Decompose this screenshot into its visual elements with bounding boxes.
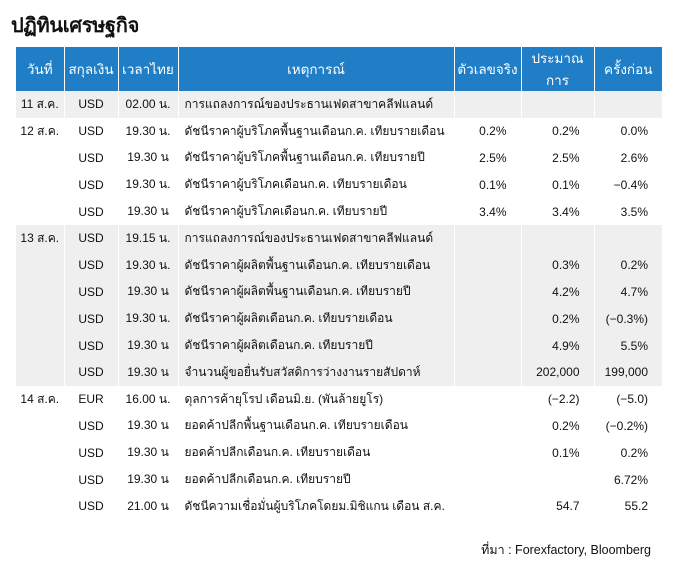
cell-actual [454,439,521,466]
cell-currency: USD [64,305,118,332]
table-row [16,413,662,440]
cell-previous: 3.5% [620,204,648,219]
cell-actual [454,386,521,413]
table-row [16,198,662,225]
cell-forecast: 202,000 [521,359,594,386]
cell-time: 19.30 น [118,466,178,493]
source-note: ที่มา : Forexfactory, Bloomberg [481,543,651,557]
cell-actual [454,359,521,386]
cell-currency: USD [64,171,118,198]
table-row [16,439,662,466]
cell-date [16,439,64,466]
table-row [16,118,662,145]
header-actual: ตัวเลขจริง [454,47,521,91]
cell-time: 02.00 น. [118,91,178,118]
cell-date [16,332,64,359]
cell-date: 11 ส.ค. [16,91,64,118]
header-date: วันที่ [16,47,64,91]
cell-date: 12 ส.ค. [16,118,64,145]
table-row [16,332,662,359]
cell-forecast: 0.1% [521,439,594,466]
cell-actual [454,305,521,332]
cell-forecast: (−2.2) [521,386,594,413]
cell-time: 19.30 น [118,279,178,306]
cell-event: ยอดค้าปลีกเดือนก.ค. เทียบรายเดือน [178,439,454,466]
cell-previous: (−0.3%) [594,305,662,332]
cell-event: การแถลงการณ์ของประธานเฟดสาขาคลีฟแลนด์ [178,225,454,252]
cell-currency: USD [64,145,118,172]
cell-forecast [521,225,594,252]
cell-event: ดัชนีราคาผู้ผลิตเดือนก.ค. เทียบรายปี [178,332,454,359]
cell-time: 19.30 น [118,198,178,225]
header-row [16,47,662,91]
cell-forecast: 0.1% [521,171,594,198]
table-row [16,305,662,332]
cell-date [16,466,64,493]
cell-date [16,145,64,172]
cell-event: ดัชนีราคาผู้ผลิตพื้นฐานเดือนก.ค. เทียบรายปี [178,279,454,306]
cell-forecast [521,466,594,493]
cell-previous: 0.2% [594,252,662,279]
table-row [16,279,662,306]
cell-currency: USD [64,198,118,225]
cell-event: ยอดค้าปลีกเดือนก.ค. เทียบรายปี [178,466,454,493]
table-body [16,91,662,520]
cell-actual [454,225,521,252]
cell-time: 16.00 น. [118,386,178,413]
cell-actual [454,279,521,306]
cell-time: 19.15 น. [118,225,178,252]
cell-actual: 0.2% [454,118,521,145]
cell-previous: (−0.2%) [605,418,648,433]
cell-time: 19.30 น. [118,305,178,332]
cell-currency: USD [64,332,118,359]
cell-previous: 5.5% [594,332,662,359]
page-title: ปฏิทินเศรษฐกิจ [11,15,139,37]
cell-currency: EUR [64,386,118,413]
cell-forecast: 0.2% [521,305,594,332]
cell-actual [454,493,521,520]
cell-previous: 0.2% [620,445,648,460]
header-time: เวลาไทย [118,47,178,91]
cell-previous: −0.4% [613,177,648,192]
cell-previous: 199,000 [594,359,662,386]
cell-time: 19.30 น [118,439,178,466]
cell-previous: (−5.0) [616,392,648,407]
cell-currency: USD [64,493,118,520]
cell-forecast: 2.5% [521,145,594,172]
cell-time: 19.30 น [118,145,178,172]
cell-currency: USD [64,225,118,252]
cell-currency: USD [64,439,118,466]
cell-forecast: 54.7 [521,493,594,520]
cell-previous: 4.7% [594,279,662,306]
cell-event: ยอดค้าปลีกพื้นฐานเดือนก.ค. เทียบรายเดือน [178,413,454,440]
cell-actual [454,252,521,279]
cell-actual: 0.1% [454,171,521,198]
cell-date: 14 ส.ค. [16,386,64,413]
cell-forecast: 3.4% [521,198,594,225]
cell-forecast [521,91,594,118]
cell-currency: USD [64,252,118,279]
cell-date: 13 ส.ค. [16,225,64,252]
cell-time: 19.30 น [118,332,178,359]
cell-actual [454,466,521,493]
cell-time: 19.30 น. [118,118,178,145]
cell-date [16,493,64,520]
cell-event: ดัชนีราคาผู้ผลิตพื้นฐานเดือนก.ค. เทียบรายเดือน [178,252,454,279]
header-event: เหตุการณ์ [178,47,454,91]
cell-date [16,171,64,198]
cell-event: ดัชนีความเชื่อมั่นผู้บริโภคโดยม.มิชิแกน เดือน ส.ค. [178,493,454,520]
cell-previous: 55.2 [624,499,648,514]
table-row [16,466,662,493]
table-row [16,252,662,279]
header-previous: ครั้งก่อน [594,47,662,91]
cell-date [16,279,64,306]
cell-currency: USD [64,91,118,118]
header-currency: สกุลเงิน [64,47,118,91]
cell-date [16,413,64,440]
cell-forecast: 0.2% [521,413,594,440]
cell-currency: USD [64,466,118,493]
cell-currency: USD [64,279,118,306]
cell-previous [594,91,662,118]
cell-forecast: 0.3% [521,252,594,279]
cell-event: จำนวนผู้ขอยื่นรับสวัสดิการว่างงานรายสัปดาห์ [178,359,454,386]
cell-actual [454,332,521,359]
cell-forecast: 0.2% [521,118,594,145]
cell-event: การแถลงการณ์ของประธานเฟดสาขาคลีฟแลนด์ [178,91,454,118]
table-row [16,145,662,172]
table-row [16,225,662,252]
cell-previous: 2.6% [620,150,648,165]
cell-event: ดัชนีราคาผู้ผลิตเดือนก.ค. เทียบรายเดือน [178,305,454,332]
cell-date [16,359,64,386]
cell-actual: 2.5% [454,145,521,172]
cell-forecast: 4.9% [521,332,594,359]
cell-time: 19.30 น. [118,252,178,279]
cell-time: 19.30 น [118,359,178,386]
cell-date [16,252,64,279]
cell-event: ดัชนีราคาผู้บริโภคพื้นฐานเดือนก.ค. เทียบรายเดือน [178,118,454,145]
cell-event: ดัชนีราคาผู้บริโภคเดือนก.ค. เทียบรายเดือน [178,171,454,198]
cell-currency: USD [64,359,118,386]
cell-event: ดัชนีราคาผู้บริโภคพื้นฐานเดือนก.ค. เทียบรายปี [178,145,454,172]
cell-currency: USD [64,413,118,440]
cell-time: 19.30 น [118,413,178,440]
cell-event: ดุลการค้ายุโรป เดือนมิ.ย. (พันล้ายยูโร) [178,386,454,413]
table-row [16,171,662,198]
cell-time: 19.30 น. [118,171,178,198]
cell-date [16,305,64,332]
table-row [16,91,662,118]
cell-time: 21.00 น [118,493,178,520]
table-row [16,386,662,413]
cell-previous: 0.0% [620,124,648,139]
table-row [16,359,662,386]
cell-previous [594,225,662,252]
cell-currency: USD [64,118,118,145]
cell-previous: 6.72% [613,472,648,487]
table-row [16,493,662,520]
cell-event: ดัชนีราคาผู้บริโภคเดือนก.ค. เทียบรายปี [178,198,454,225]
cell-forecast: 4.2% [521,279,594,306]
cell-date [16,198,64,225]
economic-calendar-table [16,47,662,520]
cell-actual: 3.4% [454,198,521,225]
header-forecast: ประมาณการ [521,47,594,91]
cell-actual [454,91,521,118]
cell-actual [454,413,521,440]
